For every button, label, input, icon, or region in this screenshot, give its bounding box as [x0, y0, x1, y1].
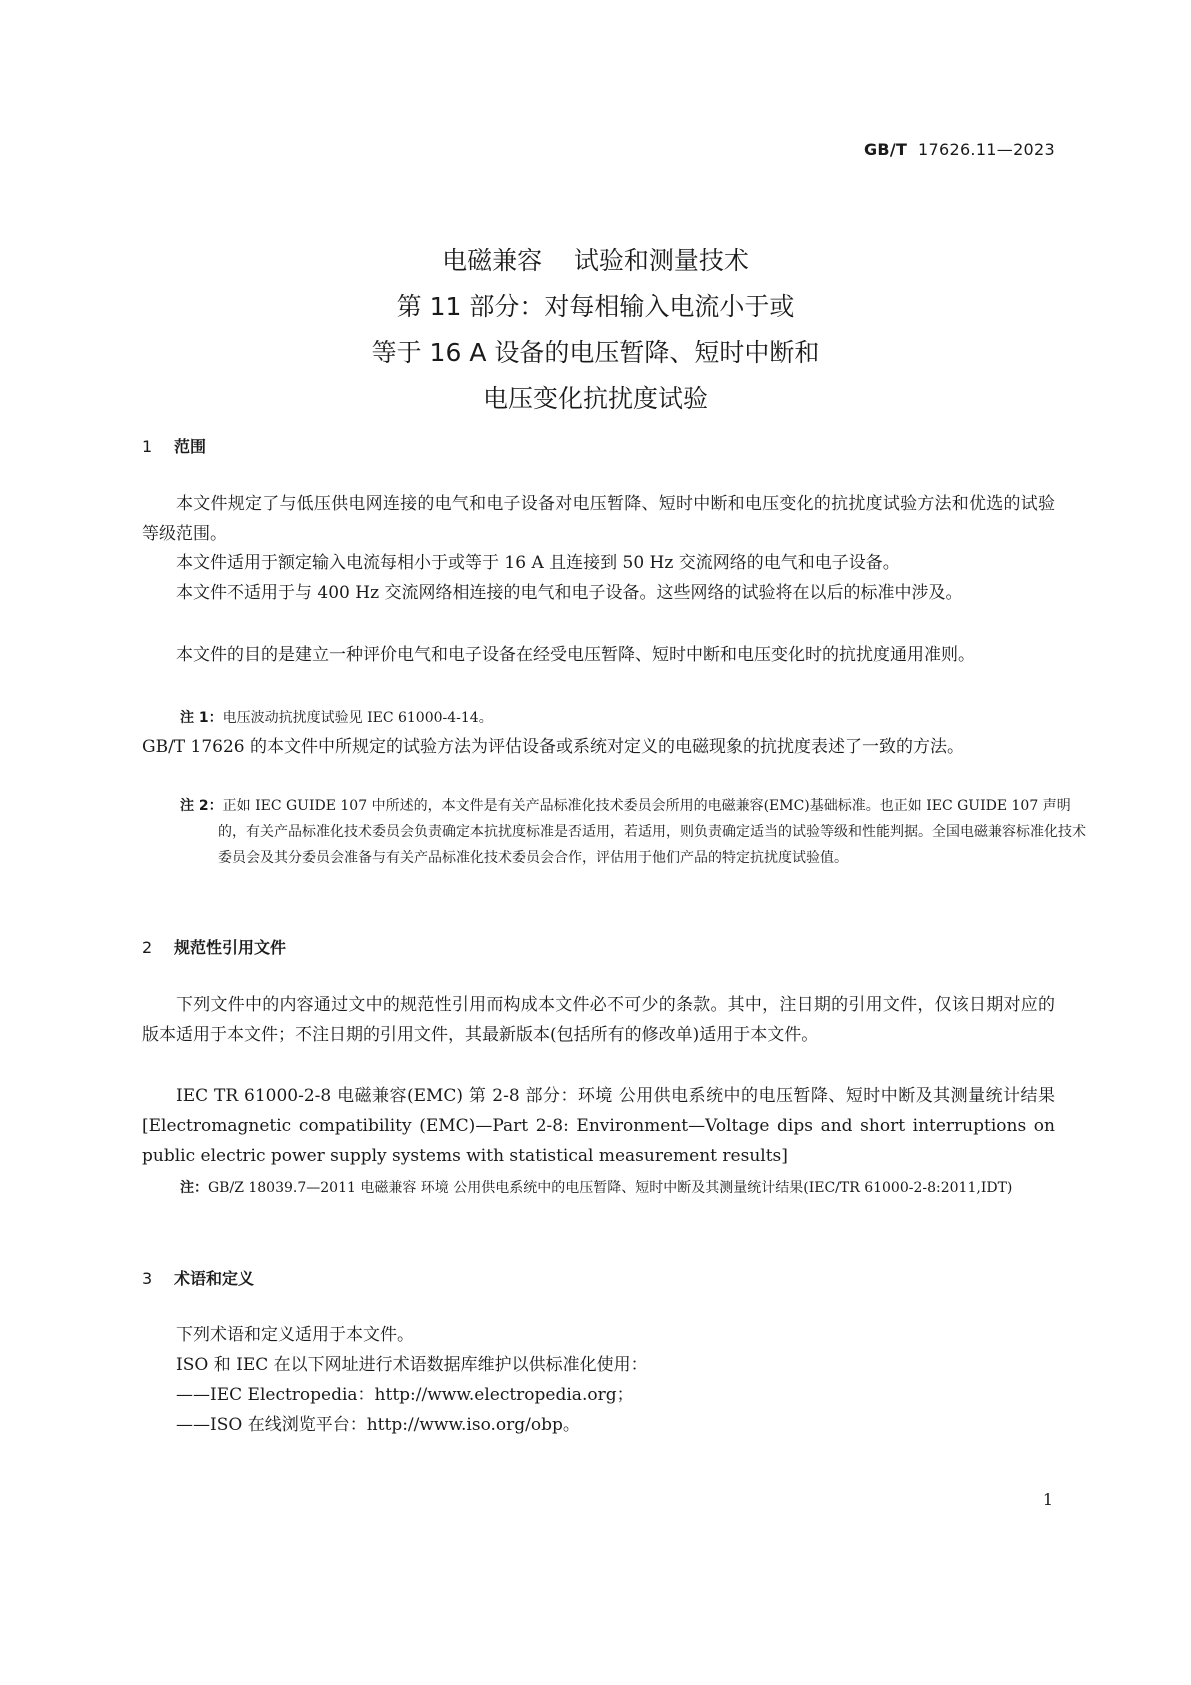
section-title: 范围 [174, 437, 207, 456]
section-number: 1 [142, 437, 153, 456]
paragraph: 本文件规定了与低压供电网连接的电气和电子设备对电压暂降、短时中断和电压变化的抗扰度试验方法和优选的试验等级范围。 [142, 494, 1055, 544]
note-text: GB/Z 18039.7—2011 电磁兼容 环境 公用供电系统中的电压暂降、短时中断及其测量统计结果(IEC/TR 61000-2-8:2011,IDT) [208, 1180, 1013, 1196]
document-code [864, 140, 1055, 159]
page-number: 1 [1042, 1490, 1053, 1509]
paragraph: 本文件不适用于与 400 Hz 交流网络相连接的电气和电子设备。这些网络的试验将在以后的标准中涉及。 [176, 583, 963, 603]
list-item: ——ISO 在线浏览平台：http://www.iso.org/obp。 [176, 1415, 580, 1435]
code-prefix: GB/T [863, 140, 908, 159]
document-title [0, 238, 1191, 422]
section-heading [142, 1266, 254, 1289]
note-text: 正如 IEC GUIDE 107 中所述的，本文件是有关产品标准化技术委员会所用的电磁兼容(EMC)基础标准。也正如 IEC GUIDE 107 声明的，有关产品标准化技术委员会负责确定本抗扰度标准是否适用，若适用，则负责确定适当的试验等级和性能判据。全国电磁兼容标准化技术委员会及其分委员会准备与有关产品标准化技术委员会合作，评估用于他们产品的特定抗扰度试验值。 [218, 798, 1086, 866]
title-line: 第 11 部分：对每相输入电流小于或 [396, 292, 795, 321]
code-number: 17626.11—2023 [918, 140, 1055, 159]
title-line: 等于 16 A 设备的电压暂降、短时中断和 [371, 338, 820, 367]
section-heading [142, 935, 286, 958]
section-title: 术语和定义 [174, 1269, 255, 1288]
note-label: 注 1： [180, 710, 223, 726]
section-title: 规范性引用文件 [174, 938, 287, 957]
paragraph: ISO 和 IEC 在以下网址进行术语数据库维护以供标准化使用： [176, 1355, 648, 1375]
paragraph: 本文件适用于额定输入电流每相小于或等于 16 A 且连接到 50 Hz 交流网络的电气和电子设备。 [176, 553, 900, 573]
paragraph: 下列文件中的内容通过文中的规范性引用而构成本文件必不可少的条款。其中，注日期的引用文件，仅该日期对应的版本适用于本文件；不注日期的引用文件，其最新版本(包括所有的修改单)适用于本文件。 [142, 995, 1055, 1045]
paragraph: 本文件的目的是建立一种评价电气和电子设备在经受电压暂降、短时中断和电压变化时的抗扰度通用准则。 [176, 645, 975, 665]
list-item: ——IEC Electropedia：http://www.electropedia.org； [176, 1385, 634, 1405]
section-number: 3 [142, 1269, 153, 1288]
section-number: 2 [142, 938, 153, 957]
note-label: 注： [180, 1180, 208, 1196]
reference-entry: IEC TR 61000-2-8 电磁兼容(EMC) 第 2-8 部分：环境 公用供电系统中的电压暂降、短时中断及其测量统计结果[Electromagnetic compatibility (EMC)—Part 2-8: Environment—Voltage dips and short interruptions on public electric power supply systems with statistical measurement results] [142, 1086, 1055, 1166]
paragraph: GB/T 17626 的本文件中所规定的试验方法为评估设备或系统对定义的电磁现象的抗扰度表述了一致的方法。 [142, 737, 965, 757]
note [180, 793, 1093, 871]
note-label: 注 2： [180, 798, 223, 814]
section-heading [142, 434, 206, 457]
title-line: 电压变化抗扰度试验 [482, 384, 708, 413]
title-line: 电磁兼容 试验和测量技术 [442, 246, 749, 275]
note-text: 电压波动抗扰度试验见 IEC 61000-4-14。 [222, 710, 493, 726]
note [180, 705, 1055, 731]
note [180, 1175, 1091, 1201]
paragraph: 下列术语和定义适用于本文件。 [176, 1325, 414, 1345]
